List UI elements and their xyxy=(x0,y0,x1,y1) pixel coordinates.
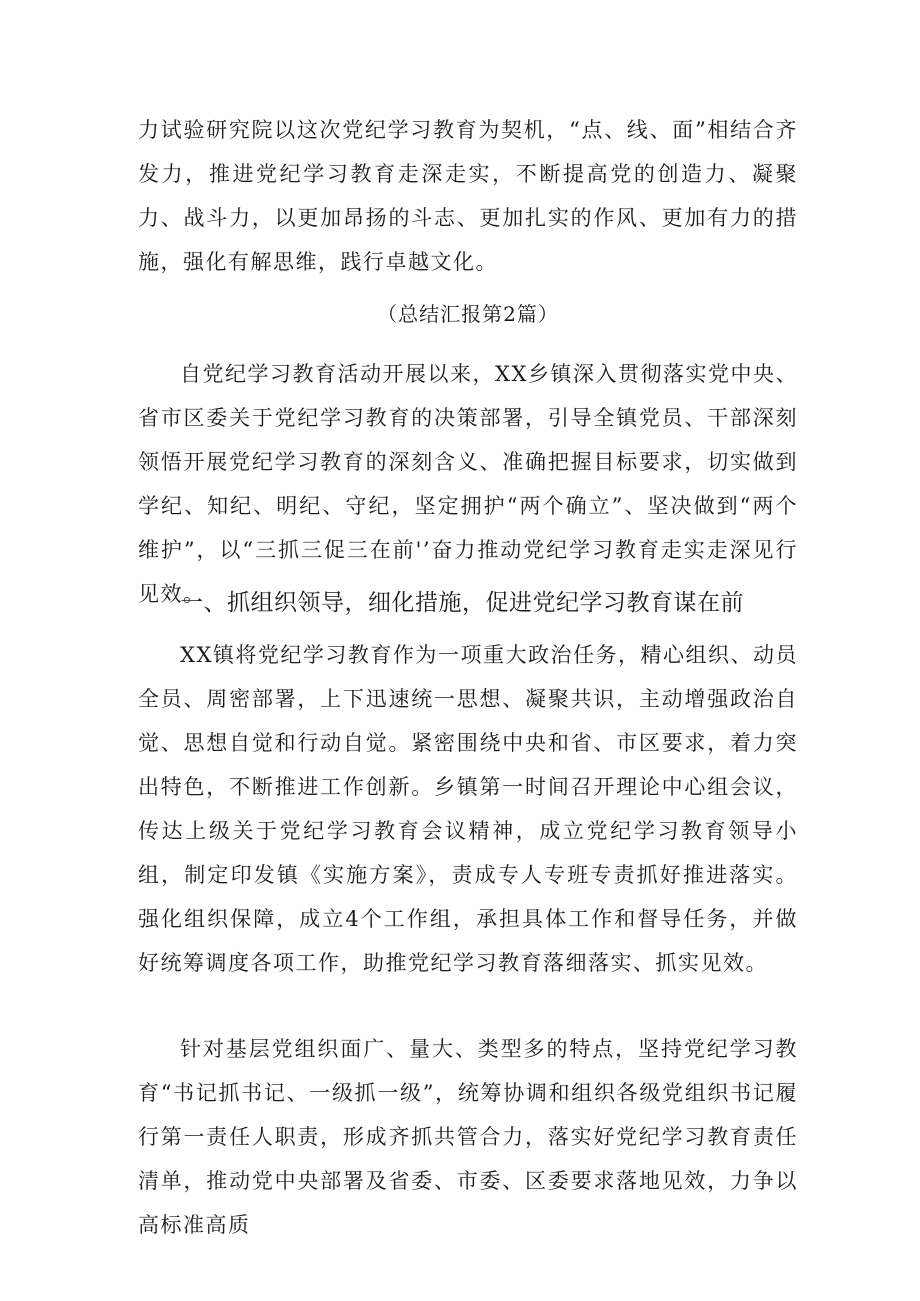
section-caption: （总结汇报第2篇） xyxy=(377,302,559,326)
grassroots-paragraph: 针对基层党组织面广、量大、类型多的特点，坚持党纪学习教育“书记抓书记、一级抓一级”，统筹协调和组织各级党组织书记履行第一责任人职责，形成齐抓共管合力，落实好党纪学习教育责任清单，推动党中央部署及省委、市委、区委要求落地见效，力争以高标准高质 xyxy=(138,1037,798,1237)
opening-paragraph: 自党纪学习教育活动开展以来，XX乡镇深入贯彻落实党中央、省市区委关于党纪学习教育的决策部署，引导全镇党员、干部深刻领悟开展党纪学习教育的深刻含义、准确把握目标要求，切实做到学纪、知纪、明纪、守纪，坚定拥护“两个确立”、坚决做到“两个维护”，以“三抓三促三在前'’奋力推动党纪学习教育走实走深见行见效。 xyxy=(138,362,798,606)
organization-paragraph: XX镇将党纪学习教育作为一项重大政治任务，精心组织、动员全员、周密部署，上下迅速统一思想、凝聚共识，主动增强政治自觉、思想自觉和行动自觉。紧密围绕中央和省、市区要求，着力突出特色，不断推进工作创新。乡镇第一时间召开理论中心组会议，传达上级关于党纪学习教育会议精神，成立党纪学习教育领导小组，制定印发镇《实施方案》，责成专人专班专责抓好推进落实。强化组织保障，成立4个工作组，承担具体工作和督导任务，并做好统筹调度各项工作，助推党纪学习教育落细落实、抓实见效。 xyxy=(138,643,798,975)
section-heading-one: 一、抓组织领导，细化措施，促进党纪学习教育谋在前 xyxy=(180,590,744,616)
intro-paragraph: 力试验研究院以这次党纪学习教育为契机，“点、线、面”相结合齐发力，推进党纪学习教育走深走实，不断提高党的创造力、凝聚力、战斗力，以更加昂扬的斗志、更加扎实的作风、更加有力的措施，强化有解思维，践行卓越文化。 xyxy=(138,118,798,274)
